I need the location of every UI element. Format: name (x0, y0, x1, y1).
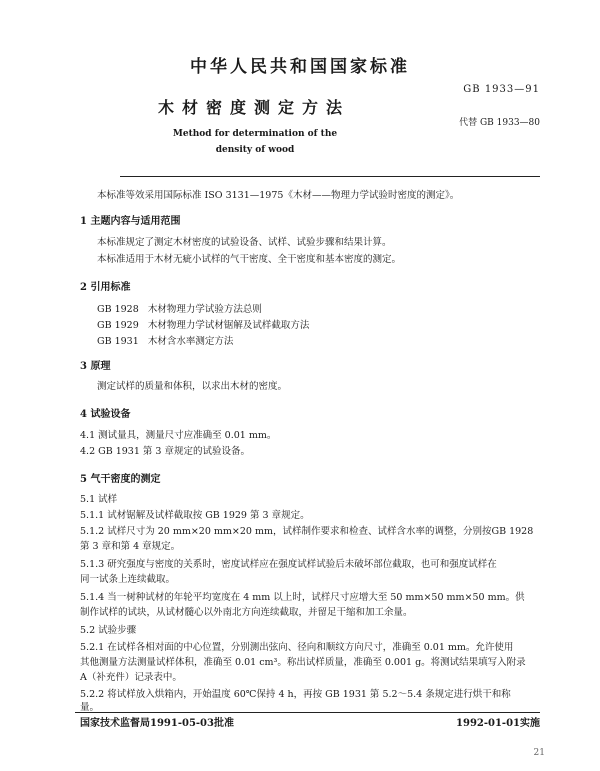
clause-5-1-3-line2: 同一试条上连续截取。 (80, 574, 176, 585)
section-3-heading: 3 原理 (80, 361, 111, 372)
clause-5-2: 5.2 试验步骤 (80, 625, 137, 636)
section-4-heading: 4 试验设备 (80, 409, 131, 420)
document-org-title: 中华人民共和国国家标准 (190, 57, 410, 77)
section-1-para-1: 本标准规定了测定木材密度的试验设备、试样、试验步骤和结果计算。 (97, 237, 392, 248)
section-1-heading: 1 主题内容与适用范围 (80, 216, 181, 227)
clause-5-2-1-line3: A（补充件）记录表中。 (80, 672, 182, 683)
reference-item: GB 1931 木材含水率测定方法 (97, 336, 234, 347)
replaces-standard: 代替 GB 1933—80 (459, 118, 540, 128)
reference-item: GB 1928 木材物理力学试验方法总则 (97, 304, 262, 315)
english-title (155, 126, 355, 158)
clause-5-1-3-line1: 5.1.3 研究强度与密度的关系时，密度试样应在强度试样试验后未破坏部位截取，也可和强度试样在 (80, 559, 497, 570)
clause-5-1-2-line2: 第 3 章和第 4 章规定。 (80, 541, 181, 552)
clause-5-2-1-line2: 其他测量方法测量试样体积，准确至 0.01 cm³。称出试样质量，准确至 0.001 g。将测试结果填写入附录 (80, 657, 526, 668)
reference-item: GB 1929 木材物理力学试材锯解及试样截取方法 (97, 320, 310, 331)
top-rule (120, 176, 540, 177)
section-1-para-2: 本标准适用于木材无疵小试样的气干密度、全干密度和基本密度的测定。 (97, 254, 402, 265)
section-5-heading: 5 气干密度的测定 (80, 474, 161, 485)
section-3-para: 测定试样的质量和体积，以求出木材的密度。 (97, 381, 288, 392)
english-title-line1: Method for determination of the (172, 129, 338, 139)
clause-5-2-2-line1: 5.2.2 将试样放入烘箱内，开始温度 60℃保持 4 h，再按 GB 1931 第 5.2～5.4 条规定进行烘干和称 (80, 689, 511, 700)
intro-paragraph: 本标准等效采用国际标准 ISO 3131—1975《木材——物理力学试验时密度的测定》。 (97, 190, 460, 201)
section-4-item-1: 4.1 测试量具，测量尺寸应准确至 0.01 mm。 (80, 430, 277, 441)
standard-number: GB 1933—91 (463, 84, 540, 95)
english-title-line2: density of wood (215, 145, 295, 155)
clause-5-1-4-line1: 5.1.4 当一树种试材的年轮平均宽度在 4 mm 以上时，试样尺寸应增大至 50 mm×50 mm×50 mm。供 (80, 592, 525, 603)
clause-5-2-1-line1: 5.2.1 在试样各相对面的中心位置，分别测出弦向、径向和顺纹方向尺寸，准确至 0.01 mm。允许使用 (80, 642, 514, 653)
section-4-item-2: 4.2 GB 1931 第 3 章规定的试验设备。 (80, 446, 250, 457)
clause-5-1-2-line1: 5.1.2 试样尺寸为 20 mm×20 mm×20 mm，试样制作要求和检查、试样含水率的调整，分别按GB 1928 (80, 526, 534, 537)
document-title: 木材密度测定方法 (158, 98, 351, 117)
section-2-heading: 2 引用标准 (80, 282, 131, 293)
clause-5-1-4-line2: 制作试样的试块，从试材髓心以外南北方向连续截取，并留足干缩和加工余量。 (80, 607, 413, 618)
implementation-date: 1992-01-01实施 (456, 718, 540, 729)
approval-date: 国家技术监督局1991-05-03批准 (80, 718, 234, 729)
page-number: 21 (533, 748, 545, 758)
clause-5-2-2-line2: 量。 (80, 702, 100, 713)
clause-5-1-1: 5.1.1 试材锯解及试样截取按 GB 1929 第 3 章规定。 (80, 510, 310, 521)
bottom-rule (75, 712, 540, 713)
clause-5-1: 5.1 试样 (80, 494, 118, 505)
